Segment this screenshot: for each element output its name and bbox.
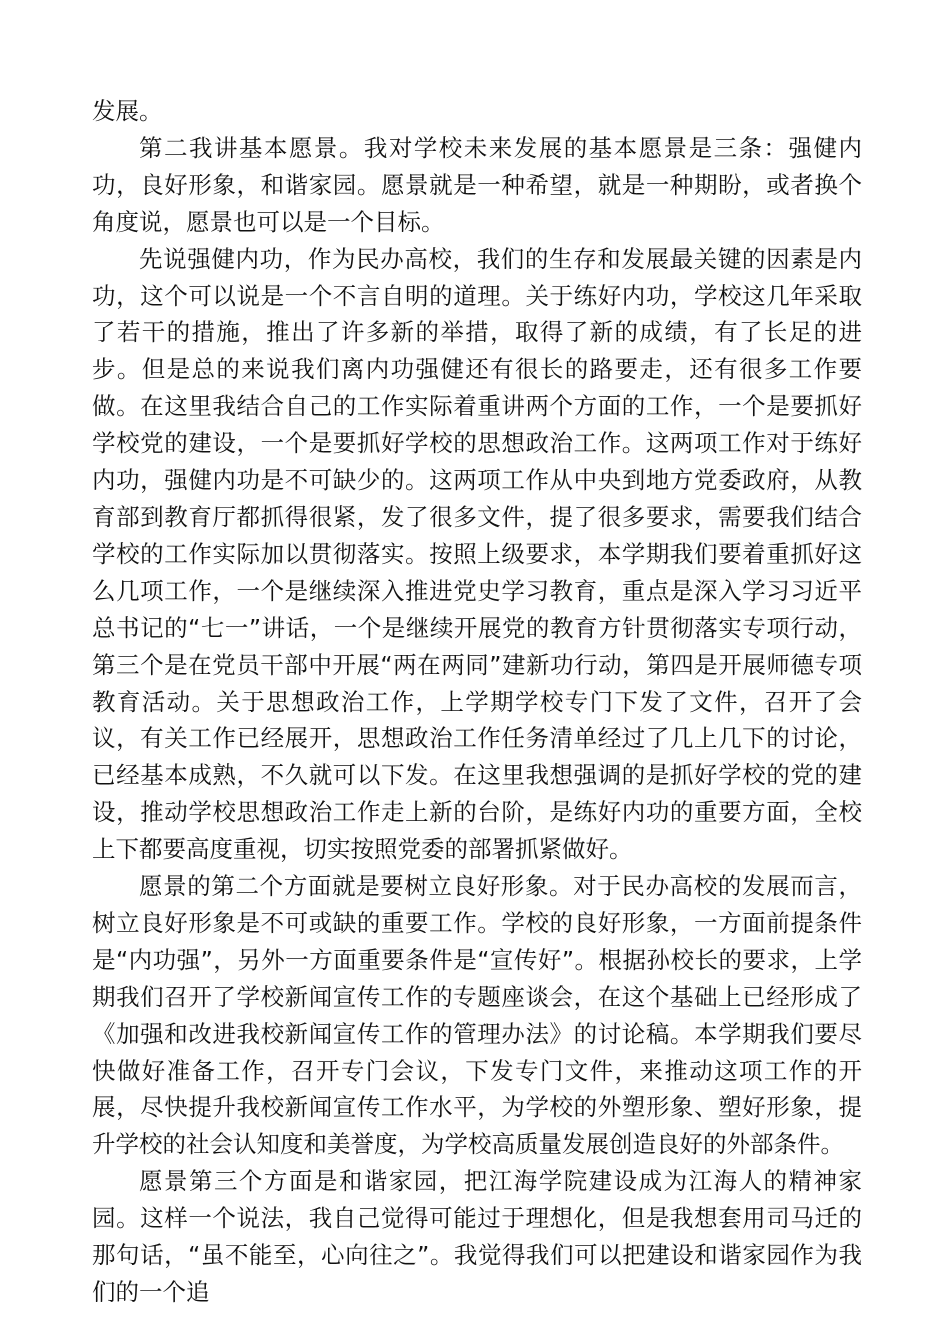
paragraph-strong-inner-strength: 先说强健内功，作为民办高校，我们的生存和发展最关键的因素是内功，这个可以说是一个不言自明的道理。关于练好内功，学校这几年采取了若干的措施，推出了许多新的举措，取得了新的成绩，有了长足的进步。但是总的来说我们离内功强健还有很长的路要走，还有很多工作要做。在这里我结合自己的工作实际着重讲两个方面的工作，一个是要抓好学校党的建设，一个是要抓好学校的思想政治工作。这两项工作对于练好内功，强健内功是不可缺少的。这两项工作从中央到地方党委政府，从教育部到教育厅都抓得很紧，发了很多文件，提了很多要求，需要我们结合学校的工作实际加以贯彻落实。按照上级要求，本学期我们要着重抓好这么几项工作，一个是继续深入推进党史学习教育，重点是深入学习习近平总书记的“七一”讲话，一个是继续开展党的教育方针贯彻落实专项行动，第三个是在党员干部中开展“两在两同”建新功行动，第四是开展师德专项教育活动。关于思想政治工作，上学期学校专门下发了文件，召开了会议，有关工作已经展开，思想政治工作任务清单经过了几上几下的讨论，已经基本成熟，不久就可以下发。在这里我想强调的是抓好学校的党的建设，推动学校思想政治工作走上新的台阶，是练好内功的重要方面，全校上下都要高度重视，切实按照党委的部署抓紧做好。 (92, 244, 862, 864)
paragraph-continuation: 发展。 (92, 97, 163, 125)
paragraph-harmonious-home: 愿景第三个方面是和谐家园，把江海学院建设成为江海人的精神家园。这样一个说法，我自己觉得可能过于理想化，但是我想套用司马迁的那句话，“虽不能至，心向往之”。我觉得我们可以把建设和谐家园作为我们的一个追 (92, 1167, 862, 1306)
paragraph-good-image: 愿景的第二个方面就是要树立良好形象。对于民办高校的发展而言，树立良好形象是不可或缺的重要工作。学校的良好形象，一方面前提条件是“内功强”，另外一方面重要条件是“宣传好”。根据孙校长的要求，上学期我们召开了学校新闻宣传工作的专题座谈会，在这个基础上已经形成了《加强和改进我校新闻宣传工作的管理办法》的讨论稿。本学期我们要尽快做好准备工作，召开专门会议，下发专门文件，来推动这项工作的开展，尽快提升我校新闻宣传工作水平，为学校的外塑形象、塑好形象，提升学校的社会认知度和美誉度，为学校高质量发展创造良好的外部条件。 (92, 872, 862, 1159)
paragraph-basic-vision: 第二我讲基本愿景。我对学校未来发展的基本愿景是三条：强健内功，良好形象，和谐家园。愿景就是一种希望，就是一种期盼，或者换个角度说，愿景也可以是一个目标。 (92, 133, 862, 236)
document-body (92, 93, 862, 1311)
